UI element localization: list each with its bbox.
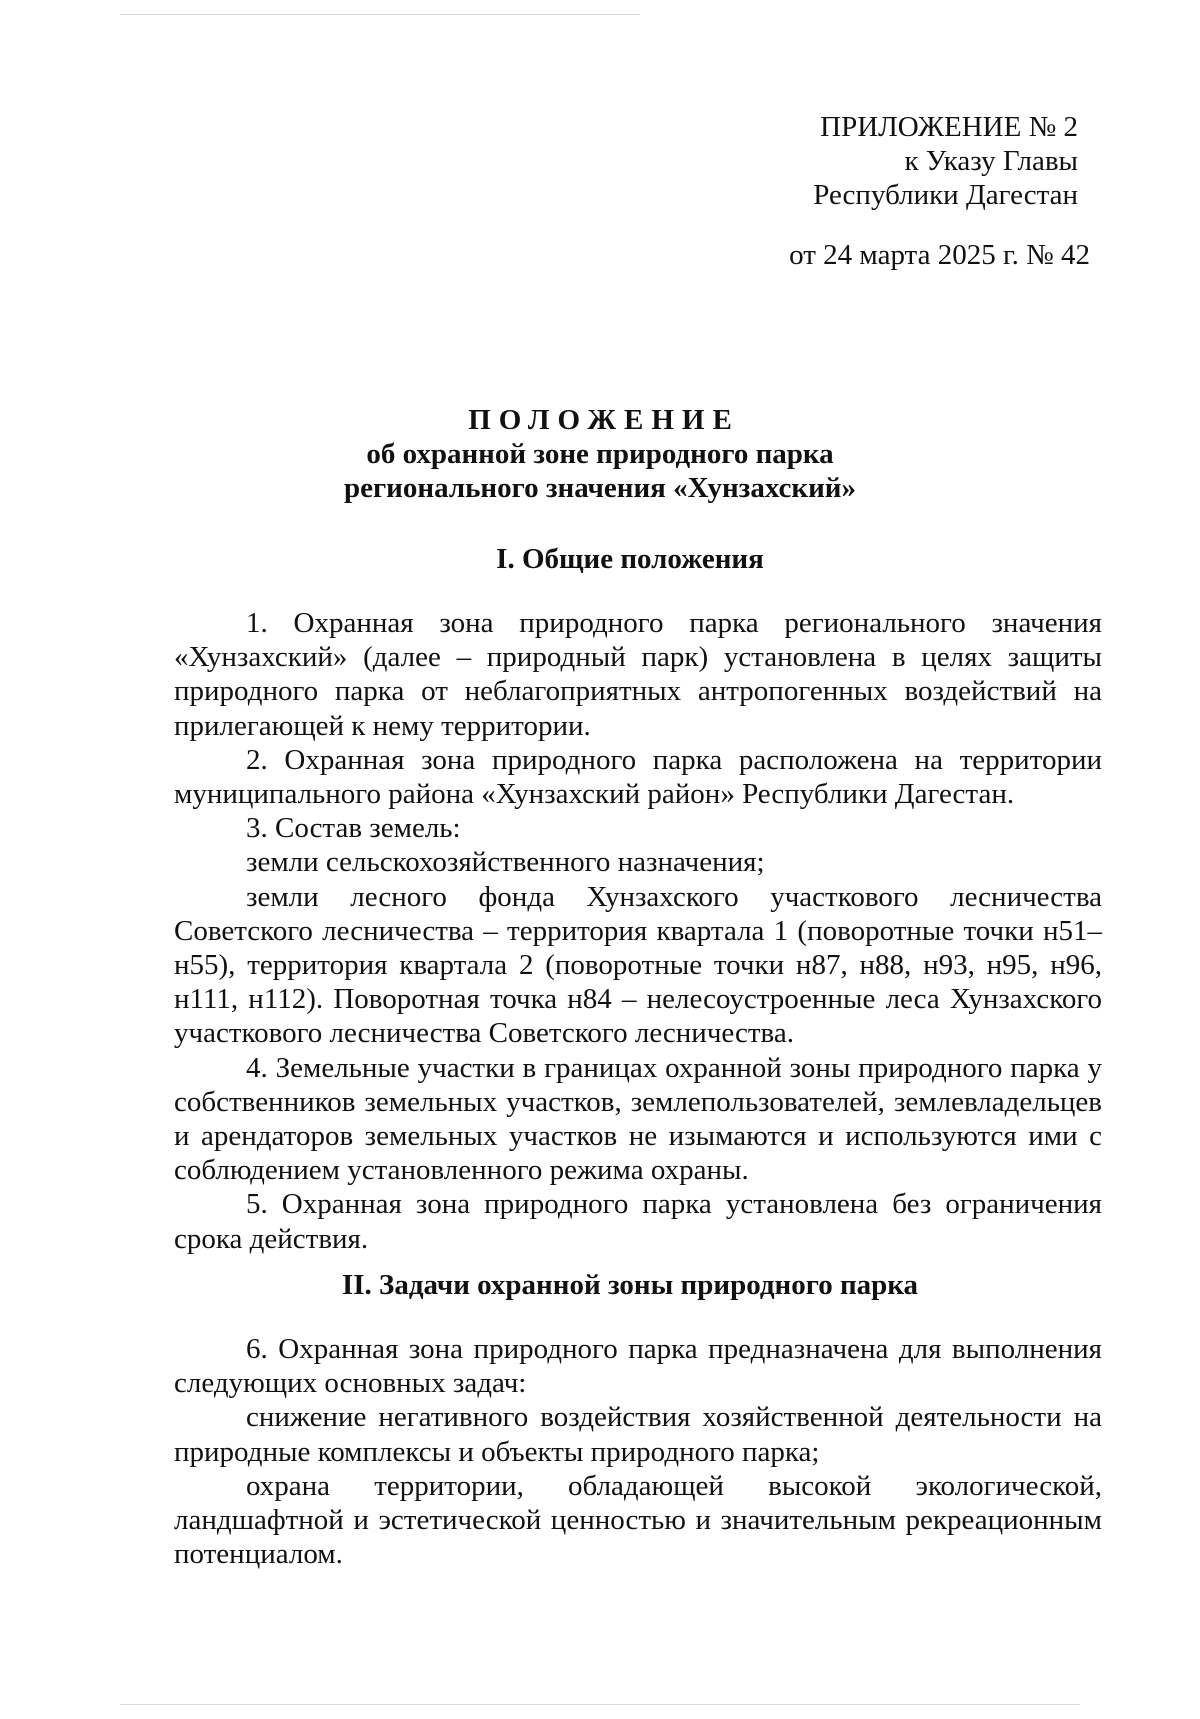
scan-artifact (120, 14, 640, 15)
title-subtitle-1: об охранной зоне природного парка (366, 438, 834, 470)
paragraph: снижение негативного воздействия хозяйственной деятельности на природные комплексы и объекты природного парка; (174, 1401, 1102, 1468)
appendix-date: от 24 марта 2025 г. № 42 (789, 239, 1090, 271)
appendix-number: ПРИЛОЖЕНИЕ № 2 (820, 111, 1078, 143)
paragraph: земли лесного фонда Хунзахского участкового лесничества Советского лесничества – территория квартала 1 (поворотные точки н51–н55), территория квартала 2 (поворотные точки н87, н88, н93, н95, н96, н111, н112). Поворотная точка н84 – нелесоустроенные леса Хунзахского участкового лесничества Советского лесничества. (174, 880, 1102, 1050)
section-2-heading: II. Задачи охранной зоны природного парка (341, 1269, 919, 1301)
document-title (0, 403, 1200, 505)
appendix-decree: к Указу Главы (904, 145, 1078, 177)
paragraph: 5. Охранная зона природного парка установлена без ограничения срока действия. (174, 1188, 1102, 1255)
title-subtitle-2: регионального значения «Хунзахский» (343, 472, 856, 504)
paragraph: земли сельскохозяйственного назначения; (246, 846, 765, 879)
section-1-body (174, 606, 1102, 1256)
paragraph: 3. Состав земель: (246, 812, 461, 845)
paragraph: охрана территории, обладающей высокой экологической, ландшафтной и эстетической ценностью и значительным рекреационным потенциалом. (174, 1469, 1102, 1571)
paragraph: 6. Охранная зона природного парка предназначена для выполнения следующих основных задач: (174, 1333, 1102, 1400)
scan-artifact (120, 1704, 1080, 1705)
appendix-republic: Республики Дагестан (813, 179, 1078, 211)
paragraph: 2. Охранная зона природного парка расположена на территории муниципального района «Хунзахский район» Республики Дагестан. (174, 743, 1102, 811)
title-main: ПОЛОЖЕНИЕ (468, 404, 740, 436)
paragraph: 4. Земельные участки в границах охранной зоны природного парка у собственников земельных участков, землепользователей, землевладельцев и арендаторов земельных участков не изымаются и используются ими с соблюдением установленного режима охраны. (174, 1051, 1102, 1187)
section-2-body (174, 1332, 1102, 1571)
paragraph: 1. Охранная зона природного парка регионального значения «Хунзахский» (далее – природный парк) установлена в целях защиты природного парка от неблагоприятных антропогенных воздействий на прилегающей к нему территории. (174, 607, 1102, 742)
section-1-heading: I. Общие положения (496, 543, 764, 575)
appendix-header (789, 110, 1090, 272)
